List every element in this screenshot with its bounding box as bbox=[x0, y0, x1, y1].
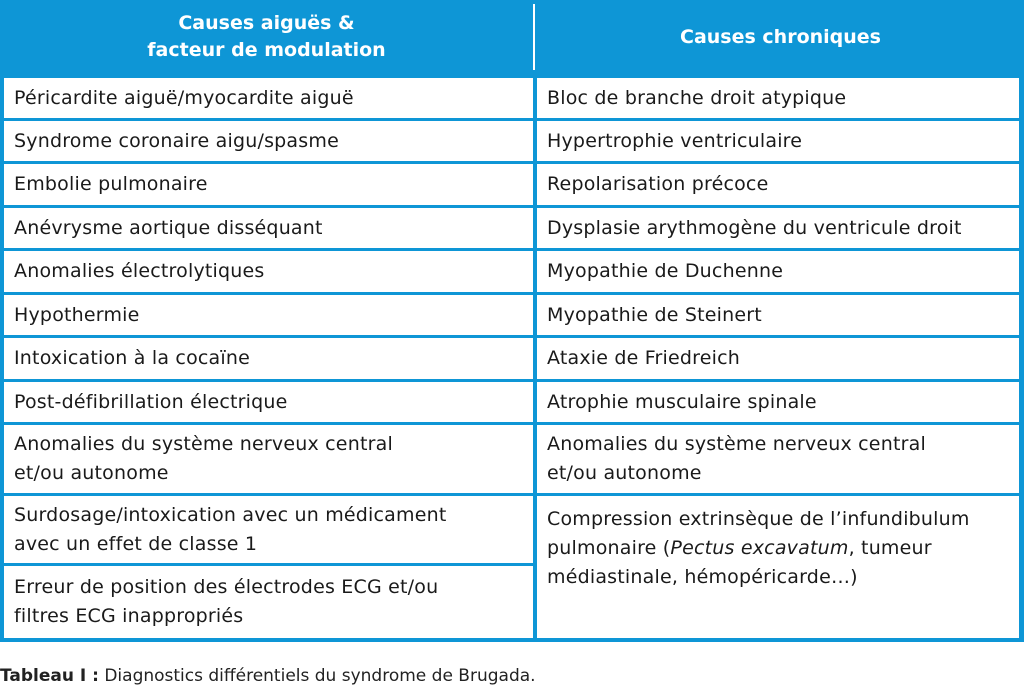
table-cell-acute bbox=[4, 208, 533, 248]
header-divider bbox=[533, 4, 535, 70]
table-cell-chronic-merged bbox=[537, 496, 1019, 638]
cell-text: Myopathie de Duchenne bbox=[547, 260, 784, 282]
table-caption bbox=[0, 666, 536, 686]
table-cell-chronic bbox=[537, 295, 1019, 335]
cell-text-line: Compression extrinsèque de l’infundibulum bbox=[547, 508, 970, 530]
cell-text-line: Anomalies du système nerveux central bbox=[14, 433, 393, 455]
cell-text: Ataxie de Friedreich bbox=[547, 347, 741, 369]
cell-text-line bbox=[547, 534, 970, 563]
table-cell-chronic bbox=[537, 251, 1019, 292]
cell-text: Myopathie de Steinert bbox=[547, 303, 762, 326]
table-cell-chronic bbox=[537, 338, 1019, 379]
table-cell-chronic bbox=[537, 164, 1019, 205]
cell-text: Hypothermie bbox=[14, 303, 140, 326]
cell-text: Anomalies électrolytiques bbox=[14, 260, 265, 282]
table-cell-chronic bbox=[537, 78, 1019, 118]
cell-text-line: Anomalies du système nerveux central bbox=[547, 433, 926, 455]
table-cell-acute bbox=[4, 338, 533, 379]
table-cell-acute bbox=[4, 566, 533, 638]
column-header-acute bbox=[0, 0, 533, 74]
header-chronic-label: Causes chroniques bbox=[680, 25, 881, 48]
cell-text: Post-défibrillation électrique bbox=[14, 390, 288, 413]
cell-text: Atrophie musculaire spinale bbox=[547, 390, 817, 413]
table-cell-chronic bbox=[537, 425, 1019, 493]
cell-text-line: médiastinale, hémopéricarde…) bbox=[547, 566, 858, 588]
cell-text-line: avec un effet de classe 1 bbox=[14, 532, 258, 555]
cell-text: Embolie pulmonaire bbox=[14, 173, 208, 195]
table-cell-chronic bbox=[537, 208, 1019, 248]
cell-text: Péricardite aiguë/myocardite aiguë bbox=[14, 86, 354, 109]
caption-text: Diagnostics différentiels du syndrome de Brugada. bbox=[98, 666, 536, 686]
cell-text: Dysplasie arythmogène du ventricule droit bbox=[547, 216, 962, 239]
cell-text-line: filtres ECG inappropriés bbox=[14, 605, 244, 627]
cell-text: Anévrysme aortique disséquant bbox=[14, 216, 323, 239]
cell-text: Repolarisation précoce bbox=[547, 173, 769, 195]
table-cell-chronic bbox=[537, 121, 1019, 161]
header-acute-line1: Causes aiguës & bbox=[178, 12, 355, 35]
italic-term: Pectus excavatum bbox=[670, 537, 849, 559]
column-header-chronic bbox=[537, 0, 1024, 74]
cell-text-line: Surdosage/intoxication avec un médicament bbox=[14, 503, 447, 526]
table-cell-acute bbox=[4, 295, 533, 335]
cell-text-line: Erreur de position des électrodes ECG et/ou bbox=[14, 576, 439, 598]
table-cell-acute bbox=[4, 251, 533, 292]
table-cell-acute bbox=[4, 425, 533, 493]
table-cell-acute bbox=[4, 382, 533, 422]
table-cell-chronic bbox=[537, 382, 1019, 422]
table-cell-acute bbox=[4, 164, 533, 205]
table-cell-acute bbox=[4, 121, 533, 161]
cell-text-line: et/ou autonome bbox=[14, 462, 169, 484]
cell-text: Syndrome coronaire aigu/spasme bbox=[14, 129, 339, 152]
cell-text-line: et/ou autonome bbox=[547, 462, 702, 484]
text-segment: , tumeur bbox=[848, 537, 932, 559]
header-acute-line2: facteur de modulation bbox=[147, 39, 386, 61]
table-cell-acute bbox=[4, 78, 533, 118]
cell-text: Bloc de branche droit atypique bbox=[547, 86, 847, 109]
cell-text: Intoxication à la cocaïne bbox=[14, 347, 250, 369]
cell-text: Hypertrophie ventriculaire bbox=[547, 129, 803, 152]
caption-label: Tableau I : bbox=[0, 666, 99, 686]
table-cell-acute bbox=[4, 496, 533, 563]
text-segment: pulmonaire ( bbox=[547, 537, 671, 559]
